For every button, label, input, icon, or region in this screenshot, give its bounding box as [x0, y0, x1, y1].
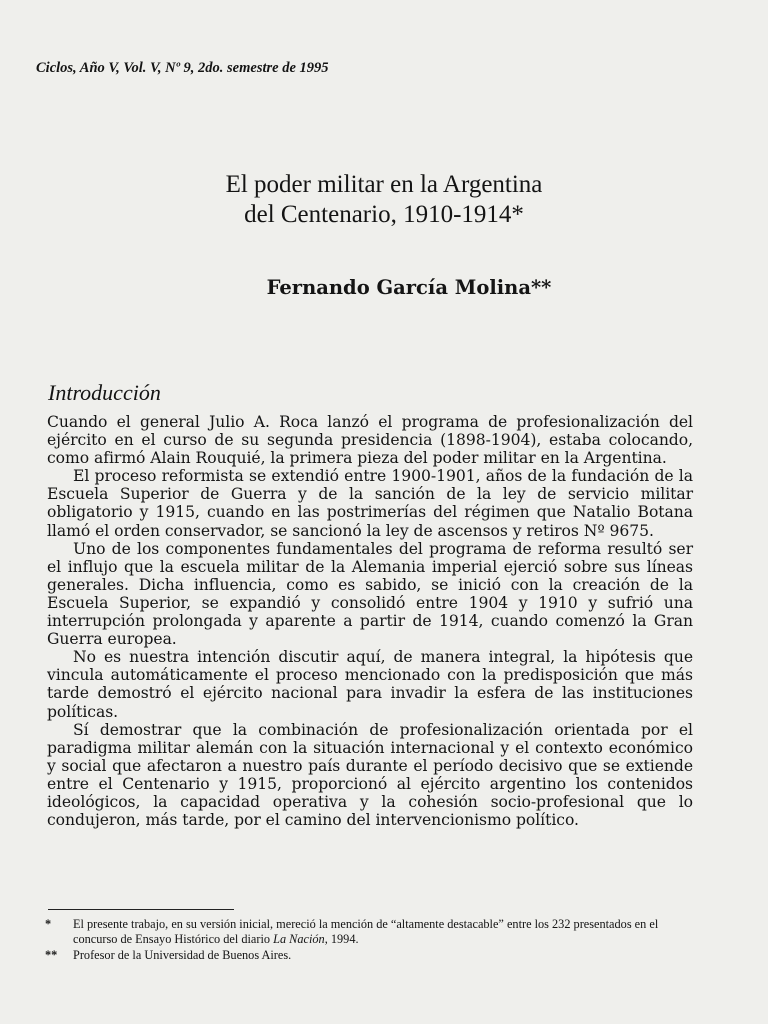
author-name: Fernando García Molina** — [266, 276, 552, 299]
footnote-text-part: , 1994. — [324, 932, 359, 947]
footnote-divider — [48, 909, 234, 910]
footnote-text — [73, 948, 695, 963]
footnotes — [45, 917, 695, 963]
article-body — [47, 413, 693, 829]
body-paragraph: El proceso reformista se extendió entre 1900-1901, años de la fundación de la Escuela Superior de Guerra y de la sanción de la ley de servicio militar obligatorio y 1915, cuando en las postrimerías del régimen que Natalio Botana llamó el orden conservador, se sancionó la ley de ascensos y retiros Nº 9675. — [47, 467, 693, 540]
footnote-text — [73, 917, 695, 948]
body-paragraph: Sí demostrar que la combinación de profesionalización orientada por el paradigma militar alemán con la situación internacional y el contexto económico y social que afectaron a nuestro país durante el período decisivo que se extiende entre el Centenario y 1915, proporcionó al ejército argentino los contenidos ideológicos, la capacidad operativa y la cohesión socio-profesional que lo condujeron, más tarde, por el camino del intervencionismo político. — [47, 720, 693, 830]
body-paragraph: No es nuestra intención discutir aquí, de manera integral, la hipótesis que vincula automáticamente el proceso mencionado con la predisposición que más tarde demostró el ejército nacional para invadir la esfera de las instituciones políticas. — [47, 648, 693, 721]
title-line: El poder militar en la Argentina — [225, 171, 543, 198]
footnote-text-part: El presente trabajo, en su versión inicial, mereció la mención de “altamente destacable” entre los 232 presentados en el concurso de Ensayo Histórico del diario — [73, 917, 659, 947]
running-header: Ciclos, Año V, Vol. V, Nº 9, 2do. semestre de 1995 — [36, 60, 329, 76]
article-title — [0, 170, 768, 230]
footnote — [45, 917, 695, 948]
body-paragraph: Uno de los componentes fundamentales del programa de reforma resultó ser el influjo que la escuela militar de la Alemania imperial ejerció sobre sus líneas generales. Dicha influencia, como es sabido, se inició con la creación de la Escuela Superior, se expandió y consolidó entre 1904 y 1910 y sufrió una interrupción prolongada y aparente a partir de 1914, cuando comenzó la Gran Guerra europea. — [47, 539, 693, 649]
footnote-text-part: Profesor de la Universidad de Buenos Aires. — [73, 947, 292, 962]
title-line: del Centenario, 1910-1914* — [244, 201, 524, 228]
section-heading: Introducción — [48, 380, 161, 405]
body-paragraph: Cuando el general Julio A. Roca lanzó el programa de profesionalización del ejército en el curso de su segunda presidencia (1898-1904), estaba colocando, como afirmó Alain Rouquié, la primera pieza del poder militar en la Argentina. — [47, 413, 693, 468]
footnote — [45, 948, 695, 963]
footnote-mark: ** — [45, 947, 58, 962]
newspaper-name: La Nación — [273, 932, 325, 947]
footnote-mark: * — [45, 917, 52, 931]
